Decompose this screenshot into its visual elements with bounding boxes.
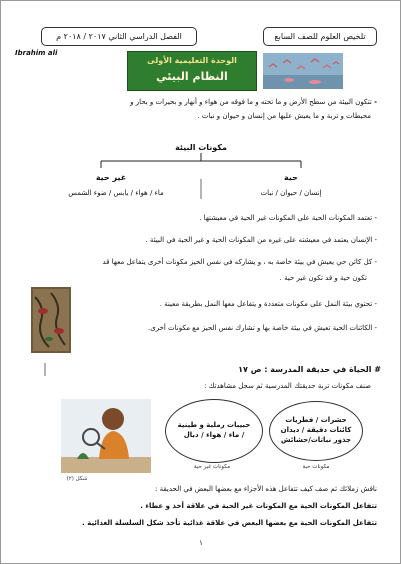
semester-box: الفصل الدراسي الثاني ٢٠١٧ / ٢٠١٨ م xyxy=(41,27,197,46)
components-title: مكونات البيئة xyxy=(175,143,227,152)
point-3-continued: تكون حية و قد تكون غير حية . xyxy=(279,274,367,282)
nonliving-heading: غير حية xyxy=(95,173,127,182)
boy-magnifier-photo xyxy=(61,399,151,473)
garden-heading: # الحياة في حديقة المدرسة : ص ١٧ xyxy=(238,365,381,374)
unit-banner-title: النظام البيئي xyxy=(156,70,228,83)
flamingos-photo xyxy=(263,53,343,89)
unit-banner-subtitle: الوحدة التعليمية الأولى xyxy=(147,56,237,65)
intro-line-2: محيطات و تربة و ما يعيش عليها من إنسان و حيوان و نبات . xyxy=(197,112,371,120)
ant-habitat-photo xyxy=(31,287,71,353)
living-oval-text: حشرات / فطريات كائنات دقيقة / ديدان جذور نباتات/حشائش xyxy=(280,416,352,444)
nonliving-oval-text: حبيبات رملية و طينية / ماء / هواء / دبال xyxy=(177,421,251,439)
point-3: - كل كائن حي يعيش في بيئة خاصة به ، و يشاركه في نفس الحيز مكونات أخرى يتفاعل معها قد xyxy=(102,258,377,266)
point-4: - تحتوي بيئة النمل على مكونات متعددة و يتفاعل معها النمل بطريقة معينة . xyxy=(159,300,377,308)
figure-label: شكل (٢) xyxy=(66,476,88,482)
living-items: إنسان / حيوان / نبات xyxy=(260,189,322,197)
living-caption: مكونات حية xyxy=(302,464,330,470)
point-4-text: تحتوي بيئة النمل على مكونات متعددة و يتفاعل معها النمل بطريقة معينة . xyxy=(159,300,373,308)
discussion-prompt: ناقش زملائك ثم صف كيف تتفاعل هذه الأجزاء مع بعضها البعض في الحديقة : xyxy=(155,485,377,493)
intro-line-1 xyxy=(21,97,377,108)
living-heading: حية xyxy=(284,173,298,182)
point-2-text: الإنسان يعتمد في معيشته على غيره من المكونات الحية و غير الحية في البيئة . xyxy=(145,236,373,244)
point-2: - الإنسان يعتمد في معيشته على غيره من المكونات الحية و غير الحية في البيئة . xyxy=(145,236,377,244)
point-3-text: كل كائن حي يعيش في بيئة خاصة به ، و يشاركه في نفس الحيز مكونات أخرى يتفاعل معها قد xyxy=(102,258,373,266)
point-5: - الكائنات الحية تعيش في بيئة خاصة بها و تشارك نفس الحيز مع مكونات أخرى. xyxy=(147,324,377,332)
unit-banner xyxy=(127,51,257,91)
point-1: - تعتمد المكونات الحية على المكونات غير الحية في معيشتها . xyxy=(199,214,377,222)
intro-bullet: - xyxy=(374,98,377,106)
page-number: ١ xyxy=(199,539,203,547)
answer-line-1: تتفاعل المكونات الحية مع المكونات غير الحية في علاقة أخذ و عطاء . xyxy=(140,502,377,510)
garden-instruction: صنف مكونات تربة حديقتك المدرسية ثم سجل مشاهدتك : xyxy=(204,382,371,390)
point-1-text: تعتمد المكونات الحية على المكونات غير الحية في معيشتها . xyxy=(199,214,373,222)
living-oval xyxy=(269,401,363,461)
intro-text-1: تتكون البيئة من سطح الأرض و ما تحته و ما فوقه من هواء و أنهار و بحيرات و بحار و xyxy=(130,98,372,106)
point-5-text: الكائنات الحية تعيش في بيئة خاصة بها و تشارك نفس الحيز مع مكونات أخرى. xyxy=(147,324,373,332)
nonliving-items: ماء / هواء / يابس / ضوء الشمس xyxy=(68,189,164,197)
nonliving-oval xyxy=(165,399,263,463)
author-name: Ibrahim ali xyxy=(15,49,58,57)
nonliving-caption: مكونات غير حية xyxy=(193,464,231,470)
answer-line-2: تتفاعل المكونات الحية مع بعضها البعض في علاقة غذائية تأخذ شكل السلسلة الغذائية . xyxy=(82,519,377,527)
subject-box: تلخيص العلوم للصف السابع xyxy=(263,27,377,46)
